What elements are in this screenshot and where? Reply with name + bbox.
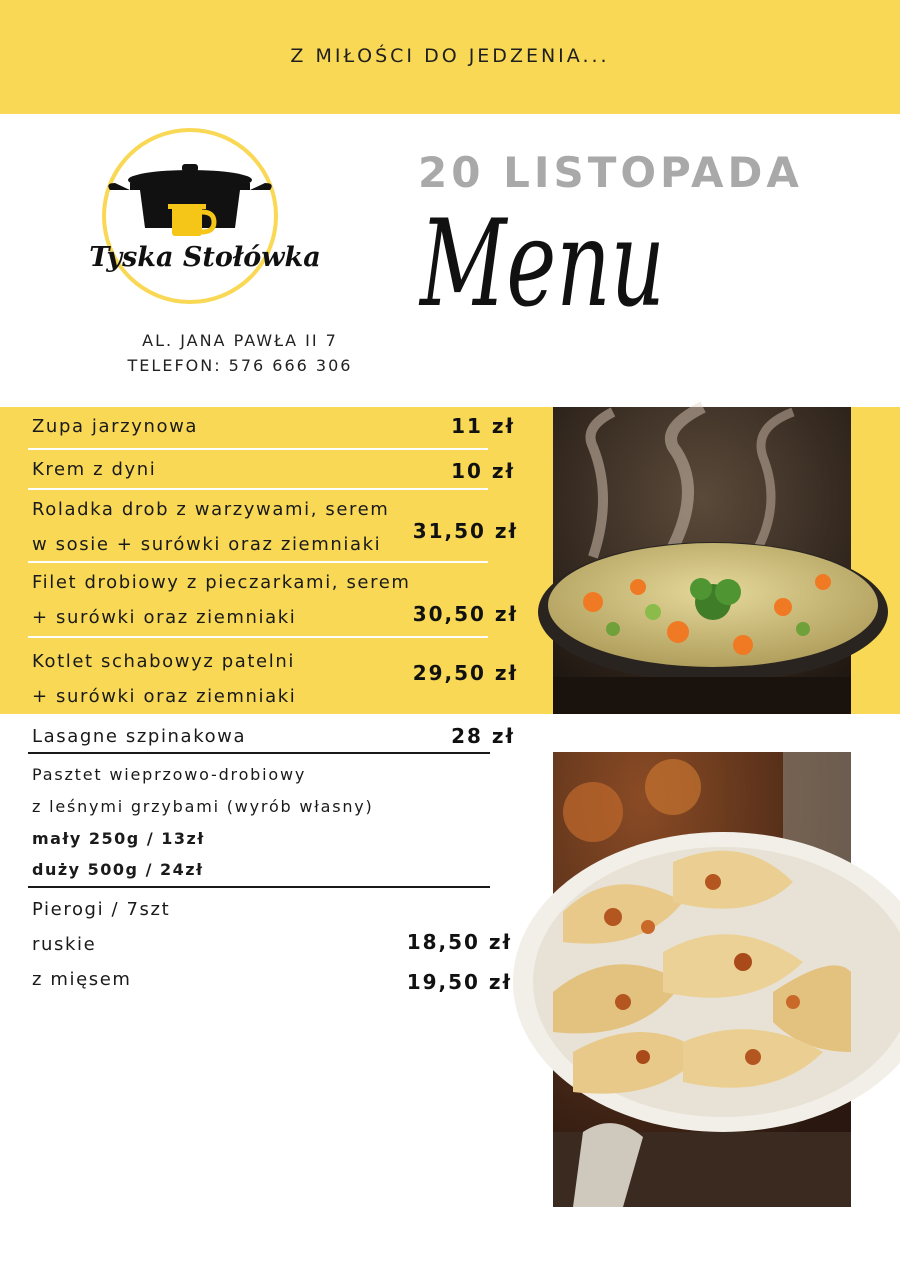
item-name-line2: + surówki oraz ziemniaki (32, 607, 297, 628)
divider (28, 636, 488, 638)
pate-line2: z leśnymi grzybami (wyrób własny) (32, 797, 374, 816)
item-name-line1: Roladka drob z warzywami, serem (32, 499, 390, 520)
phone-number: TELEFON: 576 666 306 (127, 356, 353, 375)
pierogi-option-price: 19,50 zł (406, 970, 512, 994)
divider (28, 886, 490, 888)
item-name: Krem z dyni (32, 459, 157, 480)
item-price: 29,50 zł (412, 661, 518, 685)
item-name-line2: w sosie + surówki oraz ziemniaki (32, 534, 382, 555)
divider (28, 448, 488, 450)
divider (28, 488, 488, 490)
pate-small-size: mały 250g / 13zł (32, 829, 205, 848)
item-price: 11 zł (451, 414, 515, 438)
divider (28, 752, 490, 754)
brand-name: Tyska Stołówka (89, 242, 321, 273)
soup-photo (553, 407, 851, 714)
pierogi-option-name: ruskie (32, 934, 97, 955)
tagline: Z MIŁOŚCI DO JEDZENIA... (290, 45, 610, 67)
item-name: Zupa jarzynowa (32, 416, 199, 437)
item-price: 10 zł (451, 459, 515, 483)
svg-text:Menu: Menu (418, 195, 665, 334)
item-name-line1: Filet drobiowy z pieczarkami, serem (32, 572, 411, 593)
item-name: Lasagne szpinakowa (32, 726, 247, 747)
pierogi-photo (553, 752, 851, 1207)
pierogi-title: Pierogi / 7szt (32, 899, 171, 920)
divider (28, 561, 488, 563)
menu-script-title (415, 195, 675, 375)
item-price: 28 zł (451, 724, 515, 748)
pierogi-option-name: z mięsem (32, 969, 132, 990)
item-price: 30,50 zł (412, 602, 518, 626)
pierogi-option-price: 18,50 zł (406, 930, 512, 954)
pate-line1: Pasztet wieprzowo-drobiowy (32, 765, 307, 784)
item-price: 31,50 zł (412, 519, 518, 543)
item-name-line1: Kotlet schabowyz patelni (32, 651, 295, 672)
address: AL. JANA PAWŁA II 7 (142, 331, 338, 350)
pate-large-size: duży 500g / 24zł (32, 860, 204, 879)
menu-date: 20 LISTOPADA (418, 148, 803, 197)
logo-pot-icon (100, 128, 315, 308)
item-name-line2: + surówki oraz ziemniaki (32, 686, 297, 707)
